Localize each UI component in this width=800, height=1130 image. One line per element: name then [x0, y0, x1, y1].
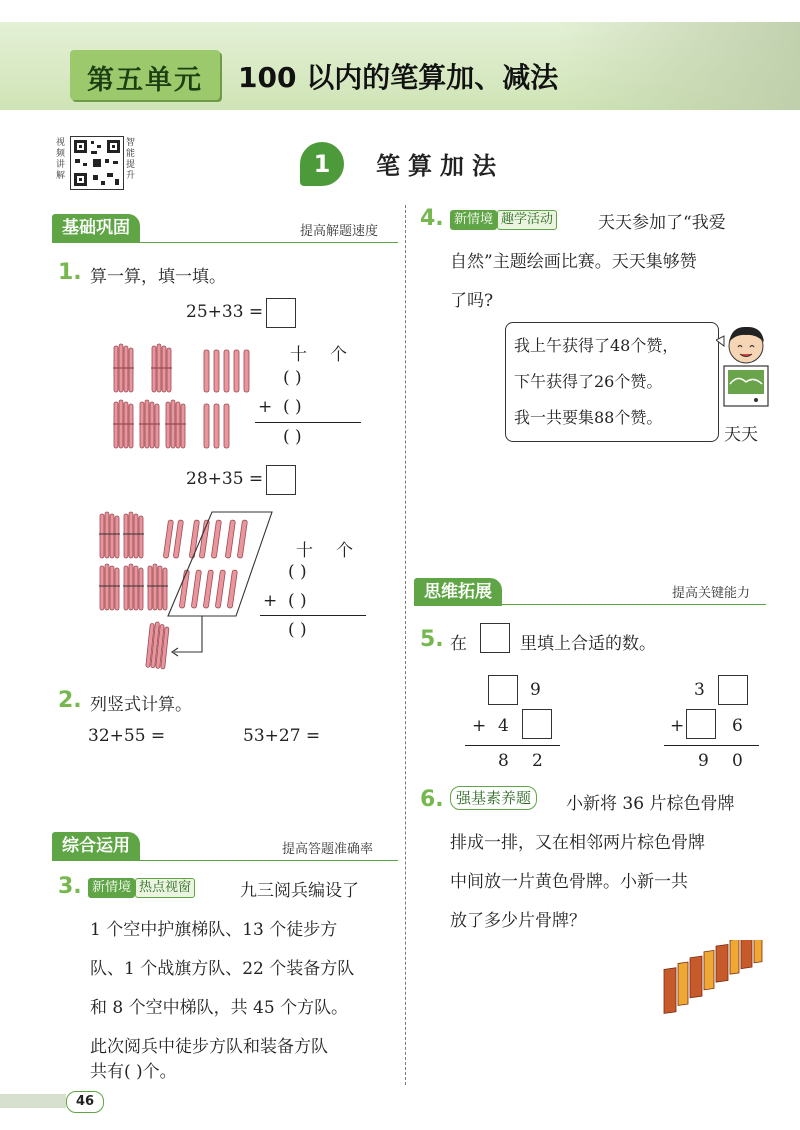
- unit-title: 100 以内的笔算加、减法: [238, 61, 559, 94]
- qr-caption-right: 智能提升: [126, 138, 136, 181]
- category-comprehensive: 综合运用: [52, 832, 140, 860]
- q5-left-top-box[interactable]: [488, 675, 518, 705]
- q5-left-sum-line: [465, 745, 560, 746]
- q5-right-result-tens: 9: [698, 751, 709, 771]
- header-shade: [560, 22, 800, 110]
- category-basic-note: 提高解题速度: [300, 224, 379, 239]
- q6-tag-wrap: [450, 786, 537, 810]
- unit-label: 第五单元: [87, 65, 203, 96]
- category-thinking-note: 提高关键能力: [672, 586, 751, 601]
- q6-tag: 强基素养题: [450, 786, 537, 810]
- q5-right-sum-line: [664, 745, 759, 746]
- q4-bubble-line-1: 我上午获得了48个赞，: [514, 336, 679, 355]
- qr-caption-left: 视频讲解: [56, 138, 66, 181]
- category-comprehensive-line: [52, 860, 398, 861]
- q1-eq1: 25+33 =: [186, 302, 264, 322]
- q1-b-paren2[interactable]: ( ): [288, 591, 307, 611]
- q5-right-mid-box[interactable]: [686, 709, 716, 739]
- q4-line-1: 天天参加了“我爱: [598, 213, 726, 233]
- page-number: 46: [66, 1091, 104, 1113]
- q1-b-paren1[interactable]: ( ): [288, 562, 307, 582]
- q3-tags: [88, 876, 195, 898]
- q5-left-mid-digit: 4: [498, 716, 509, 736]
- category-basic-line: [52, 242, 398, 243]
- q6-line-2: 排成一排，又在相邻两片棕色骨牌: [450, 833, 705, 853]
- category-thinking: 思维拓展: [414, 578, 502, 606]
- q4-character-name: 天天: [724, 425, 758, 445]
- q5-number: 5.: [420, 627, 444, 652]
- qr-code[interactable]: [70, 136, 124, 190]
- q1-a-plus: +: [258, 397, 273, 417]
- q5-right-result-ones: 0: [732, 751, 743, 771]
- q1-text: 算一算，填一填。: [90, 267, 226, 287]
- q1-a-paren1[interactable]: ( ): [283, 368, 302, 388]
- unit-tag: [70, 50, 220, 100]
- q4-tag-new: 新情境: [450, 210, 497, 230]
- q6-number: 6.: [420, 787, 444, 812]
- q4-line-2: 自然”主题绘画比赛。天天集够赞: [450, 252, 697, 272]
- q1-sticks-group2: [96, 508, 276, 676]
- q2-text: 列竖式计算。: [90, 695, 192, 715]
- page-band: [0, 1094, 66, 1108]
- q5-right-top-box[interactable]: [718, 675, 748, 705]
- q5-left-plus: +: [472, 716, 487, 736]
- q4-speech-bubble: [505, 322, 719, 442]
- q1-a-paren3[interactable]: ( ): [283, 427, 302, 447]
- q2-eq2: 53+27 =: [243, 726, 321, 746]
- q5-left-result-tens: 8: [498, 751, 509, 771]
- q4-bubble-line-3: 我一共要集88个赞。: [514, 408, 663, 427]
- q3-line-3: 队、1 个战旗方队、22 个装备方队: [90, 959, 355, 979]
- q1-a-sum-line: [255, 422, 361, 423]
- q6-line-1: 小新将 36 片棕色骨牌: [566, 794, 735, 814]
- q5-right-plus: +: [670, 716, 685, 736]
- q1-place-ones: 个: [330, 345, 347, 365]
- q1-place-tens: 十: [290, 345, 307, 365]
- q1-a-paren2[interactable]: ( ): [283, 397, 302, 417]
- q4-character-illustration: [716, 322, 776, 418]
- category-basic: 基础巩固: [52, 214, 140, 242]
- q6-line-4: 放了多少片骨牌？: [450, 911, 586, 931]
- q2-eq1: 32+55 =: [88, 726, 166, 746]
- section-number: 1: [300, 142, 344, 186]
- category-thinking-line: [414, 604, 766, 605]
- q1-b-plus: +: [263, 591, 278, 611]
- q1-eq2: 28+35 =: [186, 469, 264, 489]
- q1-b-place-tens: 十: [296, 541, 313, 561]
- q5-right-mid-digit: 6: [732, 716, 743, 736]
- q5-example-box: [480, 623, 510, 653]
- q1-sticks-group1: [112, 340, 272, 452]
- q5-text-before: 在: [450, 634, 467, 654]
- q3-tag-new: 新情境: [88, 878, 135, 898]
- q5-left-top-digit: 9: [530, 680, 541, 700]
- section-title: 笔算加法: [376, 152, 504, 180]
- q6-line-3: 中间放一片黄色骨牌。小新一共: [450, 872, 688, 892]
- q4-tags: [450, 208, 557, 230]
- q5-right-top-digit: 3: [694, 680, 705, 700]
- q3-line-5: 此次阅兵中徒步方队和装备方队: [90, 1037, 328, 1057]
- q4-bubble-line-2: 下午获得了26个赞。: [514, 372, 663, 391]
- q5-left-mid-box[interactable]: [522, 709, 552, 739]
- q1-b-paren3[interactable]: ( ): [288, 620, 307, 640]
- q1-eq2-answer-box[interactable]: [266, 465, 296, 495]
- q3-line-2: 1 个空中护旗梯队、13 个徒步方: [90, 920, 338, 940]
- q3-number: 3.: [58, 874, 82, 899]
- q1-b-sum-line: [260, 615, 366, 616]
- q4-number: 4.: [420, 206, 444, 231]
- q3-line-1: 九三阅兵编设了: [240, 881, 359, 901]
- q5-text-after: 里填上合适的数。: [520, 634, 656, 654]
- q2-number: 2.: [58, 688, 82, 713]
- q6-domino-illustration: [660, 940, 770, 1018]
- q1-b-place-ones: 个: [336, 541, 353, 561]
- q1-eq1-answer-box[interactable]: [266, 298, 296, 328]
- q3-line-6: 共有( )个。: [90, 1062, 177, 1082]
- column-divider: [405, 205, 406, 1085]
- q3-line-4: 和 8 个空中梯队，共 45 个方队。: [90, 998, 349, 1018]
- q4-line-3: 了吗?: [450, 291, 494, 311]
- category-comprehensive-note: 提高答题准确率: [282, 842, 374, 857]
- q3-tag-topic: 热点视窗: [135, 878, 195, 898]
- q1-number: 1.: [58, 260, 82, 285]
- q4-tag-topic: 趣学活动: [497, 210, 557, 230]
- q5-left-result-ones: 2: [532, 751, 543, 771]
